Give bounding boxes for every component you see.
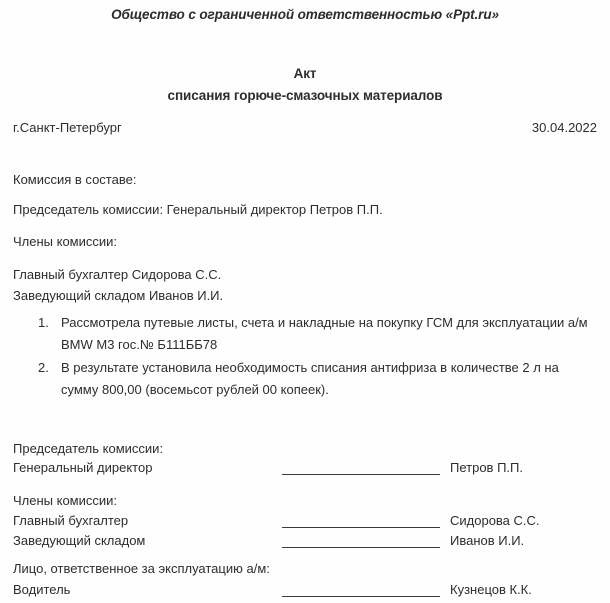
- document-city: г.Санкт-Петербург: [13, 120, 122, 135]
- signature-members-label: Члены комиссии:: [13, 493, 118, 508]
- signature-chairman-label: Председатель комиссии:: [13, 441, 164, 456]
- commission-chairman-line: Председатель комиссии: Генеральный директор Петров П.П.: [13, 202, 383, 217]
- signature-row-member: [13, 532, 597, 549]
- signatory-position: Главный бухгалтер: [13, 513, 129, 528]
- document-heading-line1: Акт: [293, 66, 317, 81]
- signature-responsible-label: Лицо, ответственное за эксплуатацию а/м:: [13, 561, 270, 576]
- resolution-number: 1.: [38, 315, 49, 330]
- commission-members-label: Члены комиссии:: [13, 234, 118, 249]
- signatory-name: Сидорова С.С.: [450, 513, 540, 528]
- signatory-position: Водитель: [13, 582, 71, 597]
- signatory-name: Кузнецов К.К.: [450, 582, 532, 597]
- signature-line: [282, 547, 440, 548]
- signature-line: [282, 596, 440, 597]
- commission-intro: Комиссия в составе:: [13, 172, 137, 187]
- resolutions-list: [38, 312, 592, 402]
- signature-row-member: [13, 512, 597, 529]
- document-heading: [13, 63, 597, 107]
- signatory-position: Генеральный директор: [13, 460, 153, 475]
- signatory-position: Заведующий складом: [13, 533, 146, 548]
- document-date: 30.04.2022: [531, 120, 597, 135]
- meta-row: [13, 120, 597, 135]
- signature-line: [282, 474, 440, 475]
- commission-member: Главный бухгалтер Сидорова С.С.: [13, 267, 222, 282]
- resolution-number: 2.: [38, 360, 49, 375]
- document-heading-line2: списания горюче-смазочных материалов: [167, 88, 443, 103]
- organization-title: Общество с ограниченной ответственностью «Ppt.ru»: [111, 7, 499, 22]
- commission-members-list: [13, 264, 597, 306]
- resolution-text: Рассмотрела путевые листы, счета и накладные на покупку ГСМ для эксплуатации а/м BMW M3 гос.№ Б111ББ78: [61, 315, 588, 352]
- resolution-item: [38, 357, 592, 400]
- signatory-name: Петров П.П.: [450, 460, 523, 475]
- commission-member: Заведующий складом Иванов И.И.: [13, 288, 224, 303]
- signature-row-responsible: [13, 581, 597, 598]
- signatory-name: Иванов И.И.: [450, 533, 525, 548]
- resolution-item: [38, 312, 592, 355]
- signature-line: [282, 527, 440, 528]
- resolution-text: В результате установила необходимость списания антифриза в количестве 2 л на сумму 800,00 (восемьсот рублей 00 копеек).: [61, 360, 559, 397]
- signature-row-chairman: [13, 459, 597, 476]
